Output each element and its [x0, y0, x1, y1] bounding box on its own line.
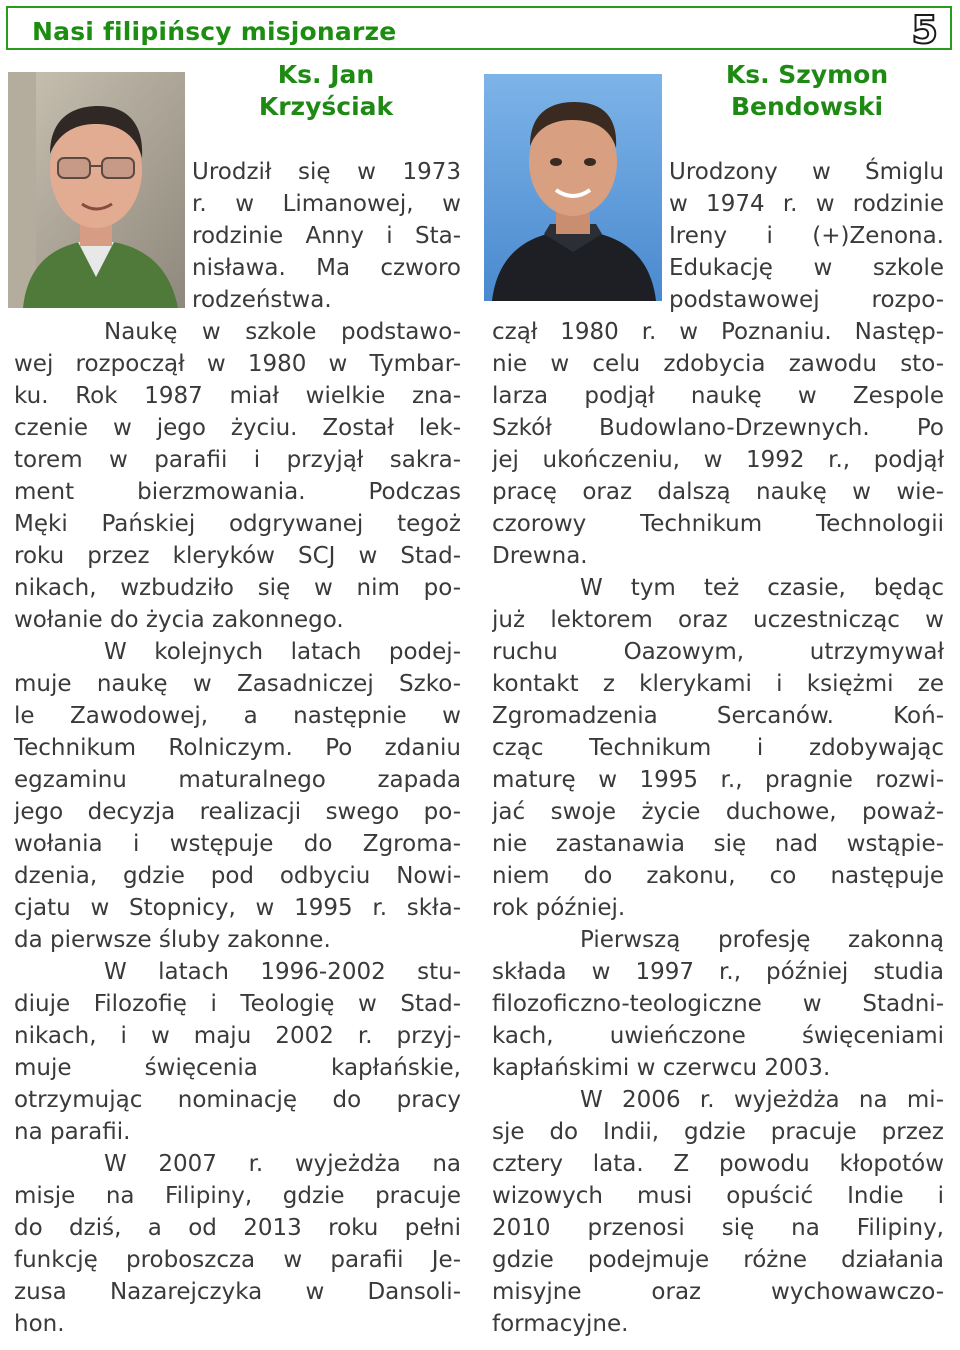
- right-text-line: maturę w 1995 r., pragnie rozwi-: [492, 767, 944, 793]
- right-text-line: misyjne oraz wychowawczo-: [492, 1279, 944, 1305]
- left-name-line-2: Krzyściak: [258, 92, 394, 121]
- left-text-line: W latach 1996-2002 stu-: [104, 959, 461, 985]
- right-text-line: larza podjął naukę w Zespole: [492, 383, 944, 409]
- left-text-line: wej rozpoczął w 1980 w Tymbar-: [14, 351, 461, 377]
- left-text-line: misje na Filipiny, gdzie pracuje: [14, 1183, 461, 1209]
- right-text-line: sje do Indii, gdzie pracuje przez: [492, 1119, 944, 1145]
- left-text-line: rodzeństwa.: [192, 287, 332, 313]
- right-text-line: cztery lata. Z powodu kłopotów: [492, 1151, 944, 1177]
- left-text-line: egzaminu maturalnego zapada: [14, 767, 461, 793]
- right-text-line: filozoficzno-teologiczne w Stadni-: [492, 991, 944, 1017]
- left-text-line: diuje Filozofię i Teologię w Stad-: [14, 991, 461, 1017]
- right-text-line: Zgromadzenia Sercanów. Koń-: [492, 703, 944, 729]
- right-text-line: jej ukończeniu, w 1992 r., podjął: [492, 447, 944, 473]
- right-text-line: czorowy Technikum Technologii: [492, 511, 944, 537]
- right-text-line: pracę oraz dalszą naukę w wie-: [492, 479, 944, 505]
- left-text-line: czenie w jego życiu. Został lek-: [14, 415, 461, 441]
- right-text-line: 2010 przenosi się na Filipiny,: [492, 1215, 944, 1241]
- left-text-line: muje naukę w Zasadniczej Szko-: [14, 671, 461, 697]
- left-text-line: W kolejnych latach podej-: [104, 639, 461, 665]
- left-text-line: W 2007 r. wyjeżdża na: [104, 1151, 461, 1177]
- right-text-line: W 2006 r. wyjeżdża na mi-: [580, 1087, 944, 1113]
- left-text-line: ment bierzmowania. Podczas: [14, 479, 461, 505]
- portrait-szymon-bendowski: [484, 74, 662, 301]
- left-text-line: muje święcenia kapłańskie,: [14, 1055, 461, 1081]
- left-text-line: hon.: [14, 1311, 65, 1337]
- left-text-line: na parafii.: [14, 1119, 131, 1145]
- left-text-line: zusa Nazarejczyka w Dansoli-: [14, 1279, 461, 1305]
- right-name-line-1: Ks. Szymon: [725, 60, 889, 89]
- right-text-line: kapłańskimi w czerwcu 2003.: [492, 1055, 831, 1081]
- left-text-line: wołania i wstępuje do Zgroma-: [14, 831, 461, 857]
- right-text-line: Szkół Budowlano-Drzewnych. Po: [492, 415, 944, 441]
- right-text-line: formacyjne.: [492, 1311, 629, 1337]
- right-person-name: [664, 59, 950, 123]
- left-text-line: Technikum Rolniczym. Po zdaniu: [14, 735, 461, 761]
- right-text-line: kontakt z klerykami i księżmi ze: [492, 671, 944, 697]
- right-text-line: wizowych musi opuścić Indie i: [492, 1183, 944, 1209]
- right-text-line: Urodzony w Śmiglu: [669, 159, 944, 185]
- right-text-line: Drewna.: [492, 543, 588, 569]
- left-text-line: funkcję proboszcza w parafii Je-: [14, 1247, 461, 1273]
- right-text-line: nie w celu zdobycia zawodu sto-: [492, 351, 944, 377]
- left-text-line: torem w parafii i przyjął sakra-: [14, 447, 461, 473]
- left-text-line: Urodził się w 1973: [192, 159, 461, 185]
- left-text-line: rodzinie Anny i Sta-: [192, 223, 461, 249]
- left-text-line: wołanie do życia zakonnego.: [14, 607, 344, 633]
- page-number: 5: [911, 8, 938, 52]
- left-text-line: da pierwsze śluby zakonne.: [14, 927, 331, 953]
- right-text-line: cząc Technikum i zdobywając: [492, 735, 944, 761]
- right-text-line: podstawowej rozpo-: [669, 287, 944, 313]
- left-name-line-1: Ks. Jan: [277, 60, 375, 89]
- right-text-line: już lektorem oraz uczestnicząc w: [492, 607, 944, 633]
- left-text-line: le Zawodowej, a następnie w: [14, 703, 461, 729]
- page-header: [6, 6, 952, 50]
- left-text-line: nikach, wzbudziło się w nim po-: [14, 575, 461, 601]
- left-text-line: jego decyzja realizacji swego po-: [14, 799, 461, 825]
- right-text-line: rok później.: [492, 895, 626, 921]
- left-text-line: roku przez kleryków SCJ w Stad-: [14, 543, 461, 569]
- right-text-line: W tym też czasie, będąc: [580, 575, 944, 601]
- right-text-line: Ireny i (+)Zenona.: [669, 223, 944, 249]
- portrait-jan-krzysciak: [8, 72, 185, 308]
- left-text-line: nikach, i w maju 2002 r. przyj-: [14, 1023, 461, 1049]
- left-text-line: r. w Limanowej, w: [192, 191, 461, 217]
- right-text-line: w 1974 r. w rodzinie: [669, 191, 944, 217]
- right-text-line: Pierwszą profesję zakonną: [580, 927, 944, 953]
- right-text-line: gdzie podejmuje różne działania: [492, 1247, 944, 1273]
- left-text-line: Naukę w szkole podstawo-: [104, 319, 461, 345]
- right-text-line: składa w 1997 r., później studia: [492, 959, 944, 985]
- left-text-line: dzenia, gdzie pod odbyciu Nowi-: [14, 863, 461, 889]
- right-text-line: Edukację w szkole: [669, 255, 944, 281]
- right-name-line-2: Bendowski: [730, 92, 884, 121]
- right-text-line: nie zastanawia się nad wstąpie-: [492, 831, 944, 857]
- left-text-line: Męki Pańskiej odgrywanej tegoż: [14, 511, 461, 537]
- left-text-line: nisława. Ma czworo: [192, 255, 461, 281]
- left-text-line: ku. Rok 1987 miał wielkie zna-: [14, 383, 461, 409]
- page-title: Nasi filipińscy misjonarze: [32, 17, 397, 46]
- right-text-line: niem do zakonu, co następuje: [492, 863, 944, 889]
- right-text-line: czął 1980 r. w Poznaniu. Następ-: [492, 319, 944, 345]
- right-text-line: kach, uwieńczone święceniami: [492, 1023, 944, 1049]
- left-person-name: [190, 59, 462, 123]
- right-text-line: ruchu Oazowym, utrzymywał: [492, 639, 944, 665]
- right-text-line: jać swoje życie duchowe, poważ-: [492, 799, 944, 825]
- left-text-line: otrzymując nominację do pracy: [14, 1087, 461, 1113]
- left-text-line: do dziś, a od 2013 roku pełni: [14, 1215, 461, 1241]
- left-text-line: cjatu w Stopnicy, w 1995 r. skła-: [14, 895, 461, 921]
